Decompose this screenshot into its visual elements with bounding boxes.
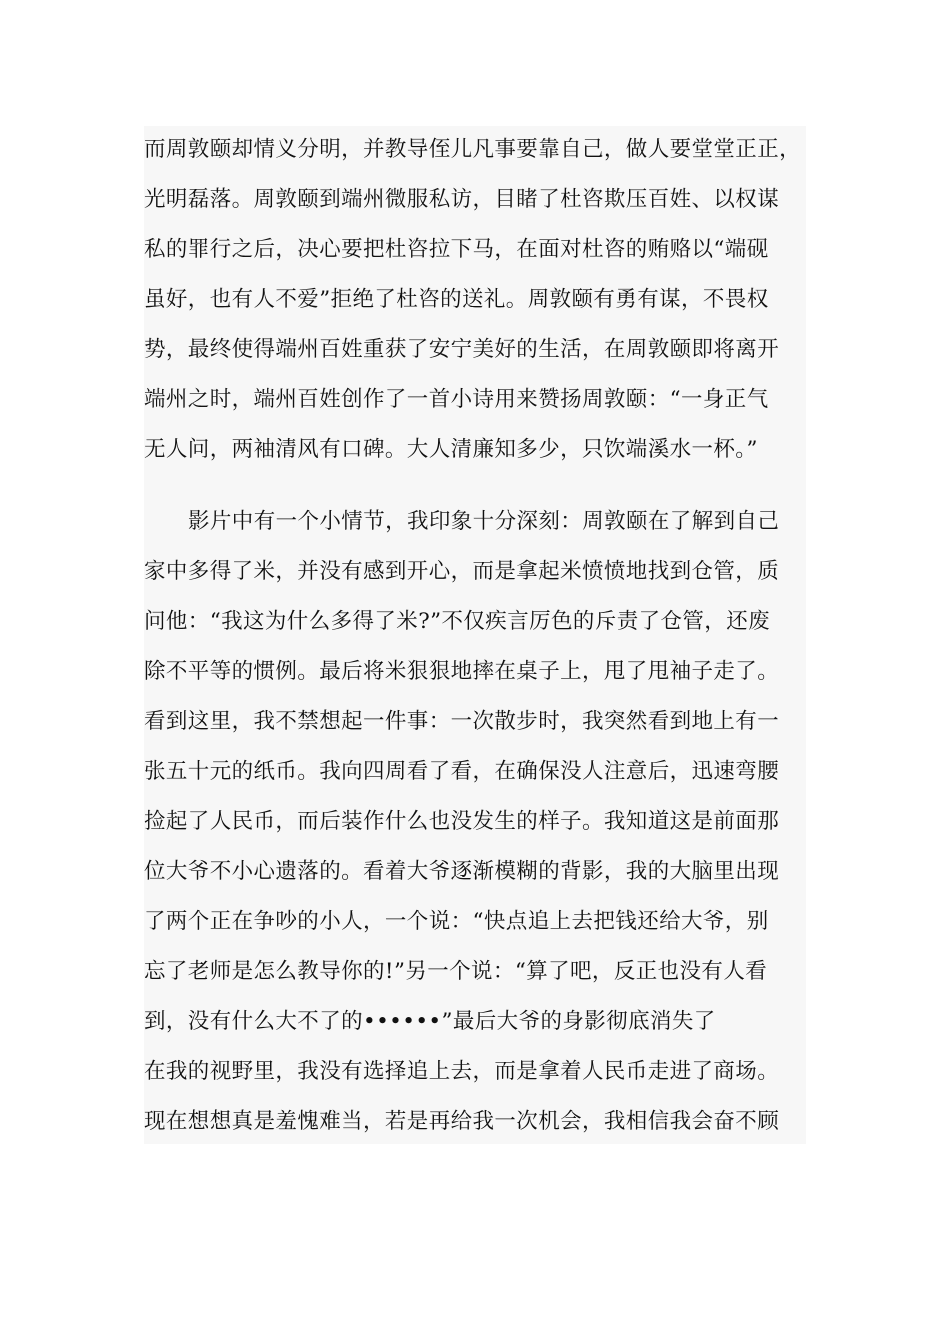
paragraph-1-line-7: 无人问，两袖清风有口碑。大人清廉知多少，只饮端溪水一杯。”	[144, 437, 758, 462]
text-block	[144, 126, 806, 1144]
paragraph-2-line-10: 忘了老师是怎么教导你的!”另一个说：“算了吧，反正也没有人看	[144, 959, 768, 984]
paragraph-2-line-12: 在我的视野里，我没有选择追上去，而是拿着人民币走进了商场。	[144, 1059, 780, 1084]
paragraph-2-line-1: 影片中有一个小情节，我印象十分深刻：周敦颐在了解到自己	[188, 509, 780, 534]
paragraph-1-line-4: 虽好，也有人不爱”拒绝了杜咨的送礼。周敦颐有勇有谋，不畏权	[144, 287, 769, 312]
paragraph-2-line-4: 除不平等的惯例。最后将米狠狠地摔在桌子上，甩了甩袖子走了。	[144, 659, 780, 684]
paragraph-1-line-3: 私的罪行之后，决心要把杜咨拉下马，在面对杜咨的贿赂以“端砚	[144, 237, 769, 262]
paragraph-2-line-2: 家中多得了米，并没有感到开心，而是拿起米愤愤地找到仓管，质	[144, 559, 780, 584]
paragraph-2-line-9: 了两个正在争吵的小人，一个说：“快点追上去把钱还给大爷，别	[144, 909, 769, 934]
paragraph-2-line-8: 位大爷不小心遗落的。看着大爷逐渐模糊的背影，我的大脑里出现	[144, 859, 780, 884]
paragraph-2-line-7: 捡起了人民币，而后装作什么也没发生的样子。我知道这是前面那	[144, 809, 780, 834]
paragraph-1-line-2: 光明磊落。周敦颐到端州微服私访，目睹了杜咨欺压百姓、以权谋	[144, 187, 780, 212]
paragraph-2-line-6: 张五十元的纸币。我向四周看了看，在确保没人注意后，迅速弯腰	[144, 759, 780, 784]
paragraph-2-line-11: 到，没有什么大不了的••••••”最后大爷的身影彻底消失了	[144, 1009, 716, 1034]
paragraph-1-line-6: 端州之时，端州百姓创作了一首小诗用来赞扬周敦颐：“一身正气	[144, 387, 769, 412]
paragraph-1-line-5: 势，最终使得端州百姓重获了安宁美好的生活，在周敦颐即将离开	[144, 337, 780, 362]
paragraph-2-line-3: 问他：“我这为什么多得了米?”不仅疾言厉色的斥责了仓管，还废	[144, 609, 771, 634]
paragraph-2-line-13: 现在想想真是羞愧难当，若是再给我一次机会，我相信我会奋不顾	[144, 1109, 780, 1134]
paragraph-1-line-1: 而周敦颐却情义分明，并教导侄儿凡事要靠自己，做人要堂堂正正，	[144, 137, 802, 162]
paragraph-2-line-5: 看到这里，我不禁想起一件事：一次散步时，我突然看到地上有一	[144, 709, 780, 734]
